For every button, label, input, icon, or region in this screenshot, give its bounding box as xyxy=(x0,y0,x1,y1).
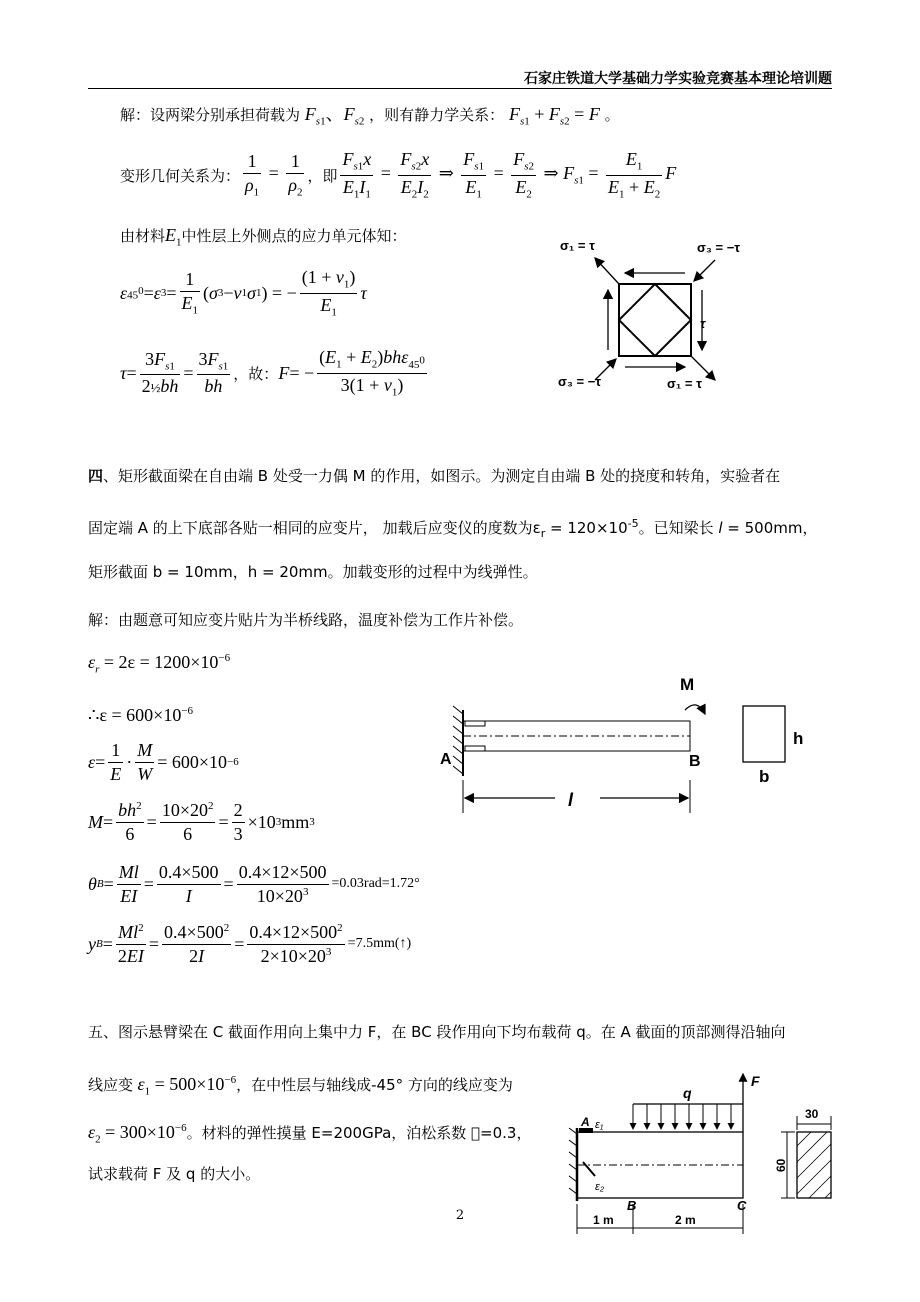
eq-deflection: y B = $\frac{Ml^2}{2EI}$ = $\frac{0.4\times 500^2}{2I}$ = $\frac{0.4\times 12\times 500^2}{2\times 10\times 20^3}$ =7.5mm(↑) xyxy=(88,922,412,966)
problem-4-solution: 解：由题意可知应变片贴片为半桥线路，温度补偿为工作片补偿。 xyxy=(88,611,524,629)
problem-5-line-2: 线应变 $\varepsilon_1 = 500\times 10^{-6}$，在中性层与轴线成-45° 方向的线应变为 xyxy=(88,1074,513,1098)
point-c-label: C xyxy=(737,1198,747,1213)
load-label: q xyxy=(683,1085,692,1101)
length-2-label: 2 m xyxy=(675,1213,696,1227)
sigma1-top-label: σ₁ = τ xyxy=(560,238,595,253)
gauge-top xyxy=(465,721,485,726)
header-rule xyxy=(88,88,832,89)
page-header: 石家庄铁道大学基础力学实验竞赛基本理论培训题 xyxy=(524,71,832,87)
sigma3-arrow-top xyxy=(694,260,715,281)
eq-strain: ∴ε = $600\times 10^{-6}$ xyxy=(88,705,194,725)
tau-equation: τ = $\frac{3F_{s1}}{\text{2½bh}}$ = $\frac{3F_{s1}}{bh}$ ，故： F = − $\frac{(E_1 + E_2)bh\varepsilon_{45^0}}{3(1 + \nu_1)}$ xyxy=(120,347,425,399)
gauge-2 xyxy=(583,1162,595,1176)
problem-5-line-1: 五、图示悬臂梁在 C 截面作用向上集中力 F，在 BC 段作用向下均布载荷 q。在 A 截面的顶部测得沿轴向 xyxy=(88,1023,786,1041)
eq-moment: M = $\frac{bh^2}{6}$ = $\frac{10\times 20^2}{6}$ = $\frac{2}{3}$ ×10 3 mm 3 xyxy=(88,800,315,844)
moment-label: M xyxy=(680,675,695,694)
end-a-label: A xyxy=(440,751,452,768)
moment-arrow xyxy=(685,705,705,714)
end-b-label: B xyxy=(689,753,701,770)
strain-equation: ε $45^0$ = ε 3 = $\frac{1}{E_1}$ ( σ 3 − ν 1 σ 1 ) = − $\frac{(1 + \nu_1)}{E_1}$ τ xyxy=(120,267,367,319)
section-height-label: 60 xyxy=(774,1158,788,1172)
height-label: h xyxy=(793,729,804,748)
sigma1-bottom-label: σ₁ = τ xyxy=(667,376,702,391)
gauge-bottom xyxy=(465,746,485,751)
page-number: 2 xyxy=(455,1208,465,1223)
point-b-label: B xyxy=(627,1198,637,1213)
problem-4-line-2: 固定端 A 的上下底部各贴一相同的应变片， 加载后应变仪的度数为$\varepsilon_r = 120\times 10^{-5}$。已知梁长 l = 500mm， xyxy=(88,517,818,540)
solution-line-1: 解：设两梁分别承担荷载为 $F_{s1}$、$F_{s2}$ ，则有静力学关系： $F_{s1} + F_{s2} = F$ 。 xyxy=(120,104,620,128)
problem-4-line-3: 矩形截面 b = 10mm，h = 20mm。加载变形的过程中为线弹性。 xyxy=(88,563,538,581)
width-label: b xyxy=(759,767,770,786)
eq-theta: θ B = $\frac{Ml}{EI}$ = $\frac{0.4\times 500}{I}$ = $\frac{0.4\times 12\times 500}{10\times 20^3}$ =0.03rad=1.72° xyxy=(88,862,420,906)
problem-4-line-1: 四、矩形截面梁在自由端 B 处受一力偶 M 的作用，如图示。为测定自由端 B 处的挠度和转角，实验者在 xyxy=(88,467,781,485)
geometry-relation: 变形几何关系为： $\frac{1}{\rho_1}$ = $\frac{1}{\rho_2}$ ，即 $\frac{F_{s1}x}{E_1I_1}$ = $\frac{F_{s2}x}{E_2I_2}$ ⇒ $\frac{F_{s1}}{E_1}$ = $\frac{F_{s2}}{E_2}$ ⇒ $F_{s1}$ = $\frac{E_1}{E_1 + E_2}$ F xyxy=(120,149,677,201)
problem-5-line-4: 试求载荷 F 及 q 的大小。 xyxy=(88,1165,261,1183)
stress-element-diagram xyxy=(555,228,755,398)
stress-element-intro: 由材料$E_1$中性层上外侧点的应力单元体知： xyxy=(120,225,407,249)
cantilever-moment-diagram xyxy=(435,668,815,818)
eps1-label: ε₁ xyxy=(595,1119,604,1131)
sigma3-bottom-label: σ₃ = −τ xyxy=(558,374,602,389)
section-width-label: 30 xyxy=(805,1107,819,1121)
tau-label: τ xyxy=(700,316,706,331)
problem-5-line-3: $\varepsilon_2 = 300\times 10^{-6}$。材料的弹性摸量 E=200GPa，泊松系数  =0.3， xyxy=(88,1122,532,1146)
element-rotated xyxy=(619,284,691,356)
element-square xyxy=(619,284,691,356)
eps2-label: ε₂ xyxy=(595,1181,605,1193)
cross-section xyxy=(743,706,785,762)
eq-strain-reading: $\varepsilon_r = 2\varepsilon = 1200\times 10^{-6}$ xyxy=(88,652,231,676)
sigma1-arrow-top xyxy=(595,258,619,284)
length-label: l xyxy=(568,790,574,810)
point-a-label: A xyxy=(581,1115,590,1129)
length-1-label: 1 m xyxy=(593,1213,614,1227)
sigma3-top-label: σ₃ = −τ xyxy=(697,240,741,255)
force-label: F xyxy=(751,1073,760,1089)
eq-strain-moment: ε = $\frac{1}{E}$ · $\frac{M}{W}$ = 600×10 −6 xyxy=(88,740,239,784)
